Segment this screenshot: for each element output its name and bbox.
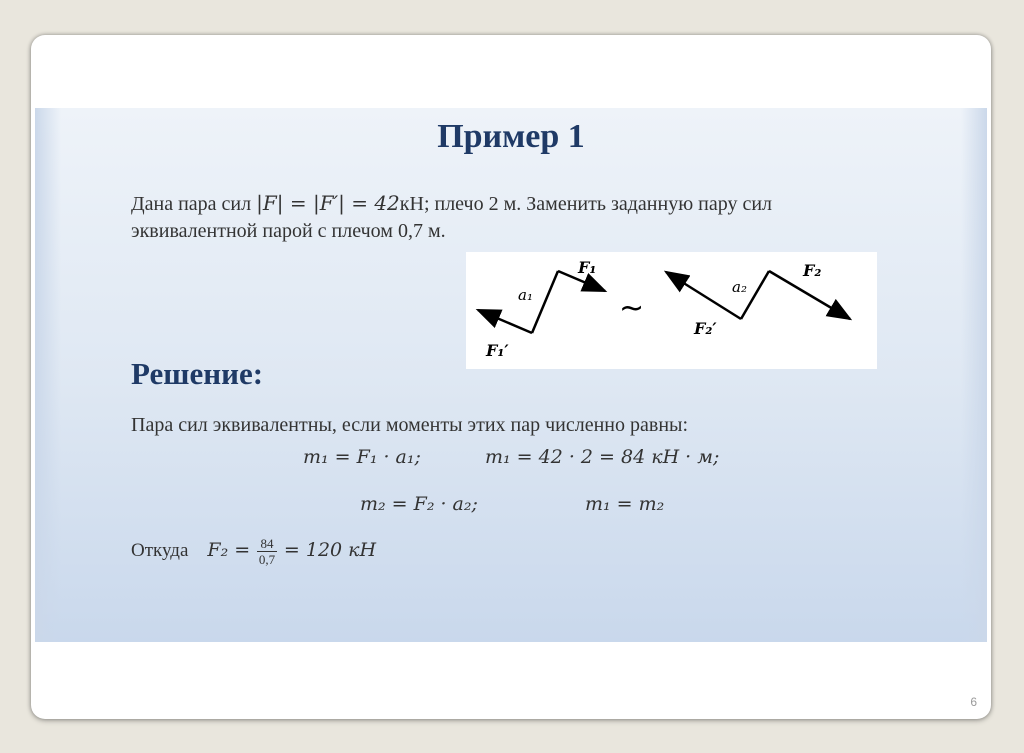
eq-equality-text: m₁ = m₂: [585, 493, 665, 515]
label-a2: a₂: [732, 278, 747, 296]
given-suffix: кН; плечо 2 м. Заменить заданную пару сил: [399, 193, 773, 215]
force-couple-figure: [466, 252, 877, 369]
arm-a1-line: [532, 271, 558, 333]
page-number: 6: [970, 695, 977, 709]
equation-m1-value: [485, 446, 719, 469]
equation-m-equality: [585, 493, 664, 516]
eq-m1-def-text: m₁ = F₁ · a₁;: [303, 446, 421, 468]
equation-m1-definition: [303, 446, 421, 469]
equivalence-tilde: ~: [619, 291, 645, 326]
given-formula: |F| = |F′| = 42: [256, 191, 400, 215]
slide-content: [35, 108, 987, 642]
force-f1-prime-arrow: [478, 310, 532, 333]
final-rhs: = 120 кН: [283, 538, 377, 561]
slide-frame: [31, 35, 991, 719]
label-f1: F₁: [578, 258, 597, 277]
solution-heading: Решение:: [131, 356, 264, 391]
fraction-numerator: 84: [257, 536, 277, 552]
final-fraction: [257, 536, 277, 567]
given-prefix: Дана пара сил: [131, 193, 257, 215]
whence-label: Откуда: [131, 539, 189, 561]
force-f2-prime-arrow: [666, 272, 741, 319]
equation-m2-definition: [360, 493, 478, 516]
label-f2-prime: F₂′: [694, 319, 717, 338]
label-f1-prime: F₁′: [486, 341, 509, 360]
force-couple-diagram: [466, 252, 877, 369]
given-text: [131, 190, 891, 245]
label-a1: a₁: [518, 286, 533, 304]
label-f2: F₂: [803, 261, 822, 280]
equivalence-statement: Пара сил эквивалентны, если моменты этих пар численно равны:: [131, 414, 689, 436]
eq-m2-def-text: m₂ = F₂ · a₂;: [360, 493, 478, 515]
final-lhs: F₂ =: [207, 538, 251, 561]
eq-m1-value-text: m₁ = 42 · 2 = 84 кН · м;: [485, 446, 720, 468]
given-line-2: эквивалентной парой с плечом 0,7 м.: [131, 220, 446, 242]
fraction-denominator: 0,7: [258, 552, 276, 567]
slide-title: Пример 1: [437, 118, 585, 155]
final-result: [131, 536, 376, 567]
